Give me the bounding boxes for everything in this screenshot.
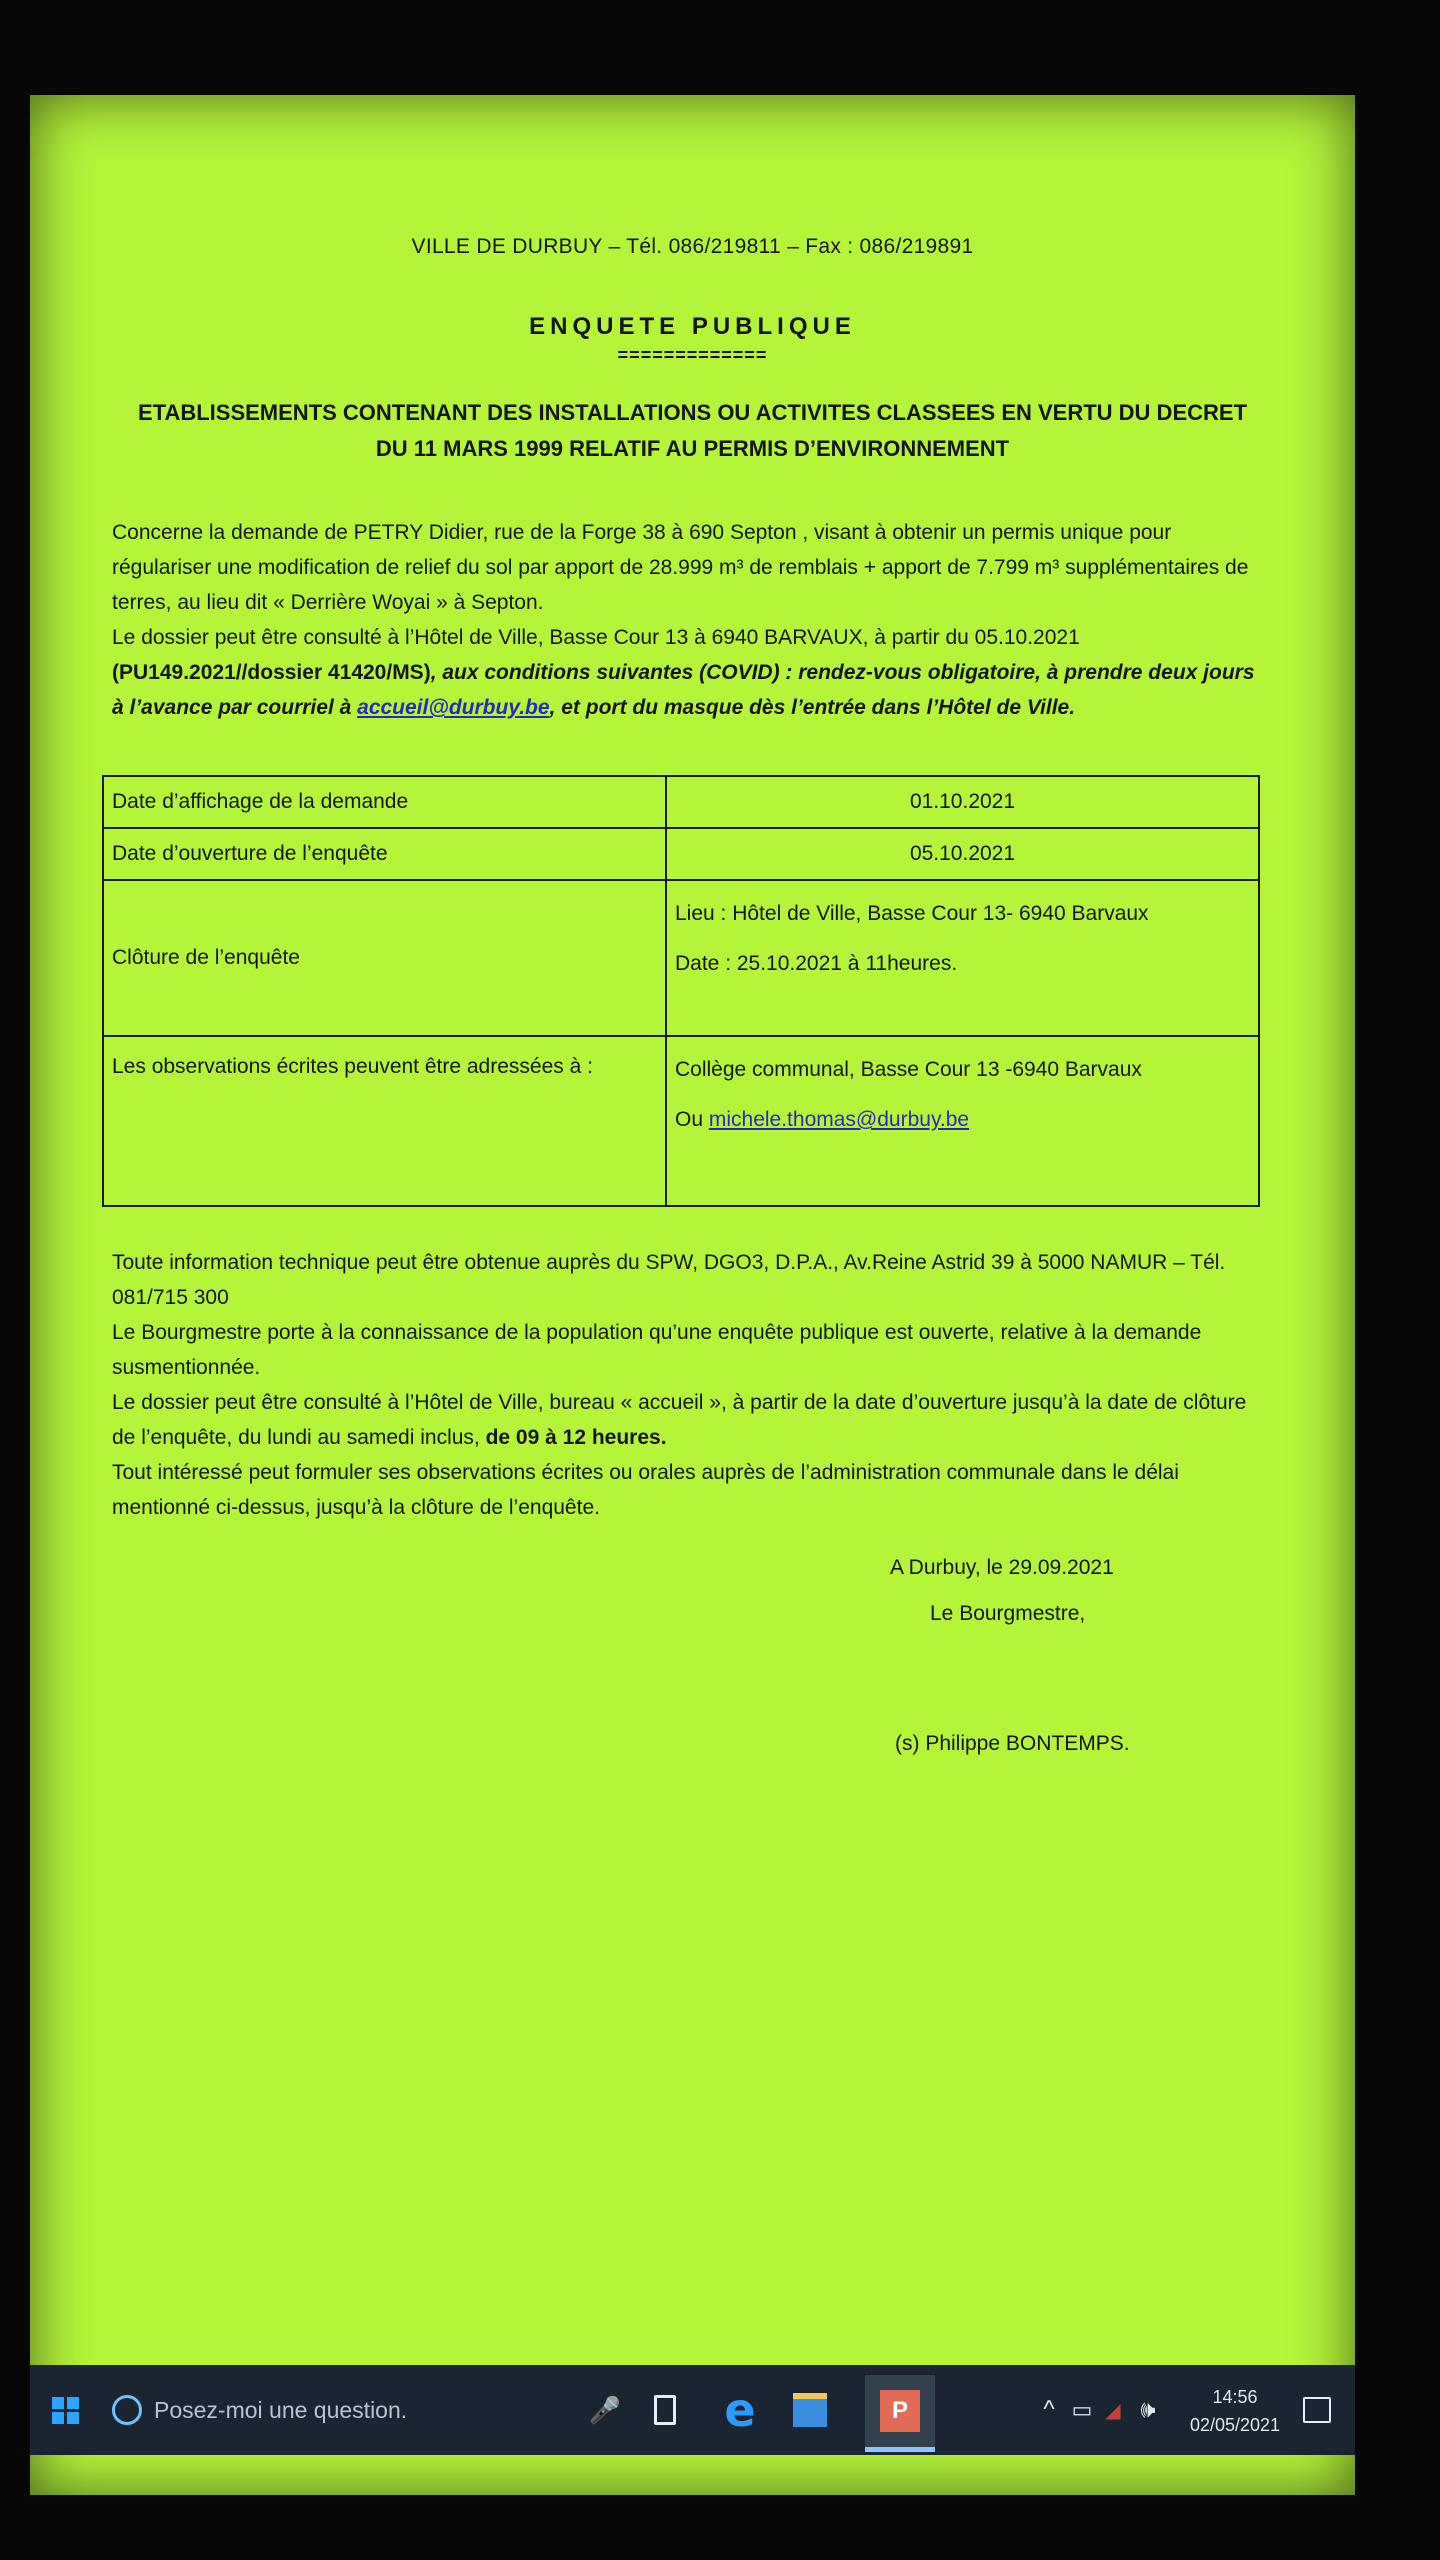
document-subtitle: ETABLISSEMENTS CONTENANT DES INSTALLATIONS OU ACTIVITES CLASSEES EN VERTU DU DECRET DU 11 MARS 1999 RELATIF AU PERMIS D’ENVIRONNEMENT — [137, 400, 1248, 461]
signature-place-date: A Durbuy, le 29.09.2021 — [890, 1556, 1114, 1579]
body-paragraph-4: Tout intéressé peut formuler ses observations écrites ou orales auprès de l’administration communale dans le délai mentionné ci-dessus, jusqu’à la clôture de l’enquête. — [112, 1461, 1179, 1519]
cortana-icon — [112, 2395, 142, 2425]
document-title: ENQUETE PUBLIQUE — [529, 313, 856, 340]
body-paragraph-3 — [112, 1385, 1255, 1455]
table-cell-value: 01.10.2021 — [666, 776, 1259, 828]
table-row — [103, 1036, 1259, 1206]
windows-logo-icon — [52, 2397, 79, 2424]
active-app-indicator — [865, 2447, 935, 2452]
table-cell-label: Date d’ouverture de l’enquête — [103, 828, 666, 880]
opening-hours: de 09 à 12 heures. — [485, 1426, 667, 1449]
windows-taskbar — [30, 2365, 1355, 2455]
title-underline: ============= — [617, 345, 768, 365]
table-row — [103, 828, 1259, 880]
action-center-button[interactable] — [1292, 2385, 1342, 2435]
enquiry-table — [102, 775, 1260, 1207]
intro-paragraphs — [112, 515, 1255, 725]
intro-text-c: , et port du masque dès l’entrée dans l’Hôtel de Ville. — [549, 696, 1076, 719]
table-cell-value — [666, 1036, 1259, 1206]
sync-warning-icon[interactable]: ◢ — [1105, 2399, 1121, 2422]
clock-date: 02/05/2021 — [1189, 2415, 1281, 2435]
system-clock[interactable] — [1180, 2373, 1290, 2449]
intro-text-b: , aux conditions suivantes (COVID) : rendez-vous obligatoire, à prendre deux jours à l’avance par courriel à — [112, 661, 1255, 719]
document-header: VILLE DE DURBUY – Tél. 086/219811 – Fax : 086/219891 — [411, 235, 974, 258]
intro-text-a: Le dossier peut être consulté à l’Hôtel de Ville, Basse Cour 13 à 6940 BARVAUX, à partir du 05.10.2021 — [112, 626, 1080, 649]
intro-paragraph-1: Concerne la demande de PETRY Didier, rue de la Forge 38 à 690 Septon , visant à obtenir un permis unique pour régulariser une modification de relief du sol par apport de 28.999 m³ de remblais + apport de 7.799 m³ supplémentaires de terres, au lieu dit « Derrière Woyai » à Septon. — [112, 521, 1249, 614]
body-paragraphs — [112, 1245, 1255, 1525]
clock-time: 14:56 — [1212, 2387, 1258, 2407]
table-cell-value — [666, 880, 1259, 1036]
folder-icon — [793, 2393, 827, 2427]
volume-icon[interactable]: 🕪 — [1140, 2396, 1156, 2423]
show-hidden-icons-chevron-up-icon[interactable]: ^ — [1043, 2396, 1055, 2423]
table-row — [103, 880, 1259, 1036]
table-cell-label: Clôture de l’enquête — [103, 880, 666, 1036]
edge-browser-icon[interactable]: e — [724, 2383, 756, 2437]
file-explorer-button[interactable] — [785, 2385, 835, 2435]
notification-icon — [1303, 2397, 1331, 2423]
microphone-icon[interactable]: 🎤 — [588, 2394, 622, 2425]
accueil-email-link[interactable]: accueil@durbuy.be — [357, 696, 550, 719]
table-cell-label — [103, 1036, 666, 1206]
body-paragraph-1: Toute information technique peut être obtenue auprès du SPW, DGO3, D.P.A., Av.Reine Astrid 39 à 5000 NAMUR – Tél. 081/715 300 — [112, 1251, 1226, 1309]
monitor-screen — [30, 95, 1355, 2495]
intro-paragraph-2 — [112, 620, 1255, 725]
powerpoint-icon: P — [880, 2390, 920, 2432]
body-paragraph-2: Le Bourgmestre porte à la connaissance de la population qu’une enquête publique est ouverte, relative à la demande susmentionnée. — [112, 1321, 1202, 1379]
dossier-reference: (PU149.2021//dossier 41420/MS) — [112, 661, 431, 684]
observations-label: Les observations écrites peuvent être adressées à : — [112, 1055, 593, 1078]
signature-block — [890, 1545, 1130, 1767]
closing-place: Lieu : Hôtel de Ville, Basse Cour 13- 6940 Barvaux — [675, 902, 1149, 925]
task-view-icon — [654, 2395, 676, 2425]
search-placeholder: Posez-moi une question. — [154, 2396, 408, 2423]
table-cell-label: Date d’affichage de la demande — [103, 776, 666, 828]
michele-email-link[interactable]: michele.thomas@durbuy.be — [708, 1108, 970, 1131]
table-cell-value: 05.10.2021 — [666, 828, 1259, 880]
table-row — [103, 776, 1259, 828]
start-button[interactable] — [40, 2385, 90, 2435]
signature-name: (s) Philippe BONTEMPS. — [895, 1732, 1130, 1755]
document-page — [30, 95, 1355, 2355]
task-view-button[interactable] — [640, 2385, 690, 2435]
body-3-text: Le dossier peut être consulté à l’Hôtel de Ville, bureau « accueil », à partir de la date d’ouverture jusqu’à la date de clôture de l’enquête, du lundi au samedi inclus, — [112, 1391, 1247, 1449]
closing-date: Date : 25.10.2021 à 11heures. — [675, 952, 958, 975]
network-icon[interactable]: ▭ — [1071, 2397, 1093, 2422]
search-box[interactable] — [112, 2379, 572, 2441]
powerpoint-button[interactable] — [865, 2375, 935, 2447]
observations-email-line — [675, 1095, 1250, 1145]
observations-address: Collège communal, Basse Cour 13 -6940 Barvaux — [675, 1058, 1142, 1081]
signature-role: Le Bourgmestre, — [930, 1602, 1086, 1625]
email-prefix: Ou — [675, 1108, 709, 1131]
